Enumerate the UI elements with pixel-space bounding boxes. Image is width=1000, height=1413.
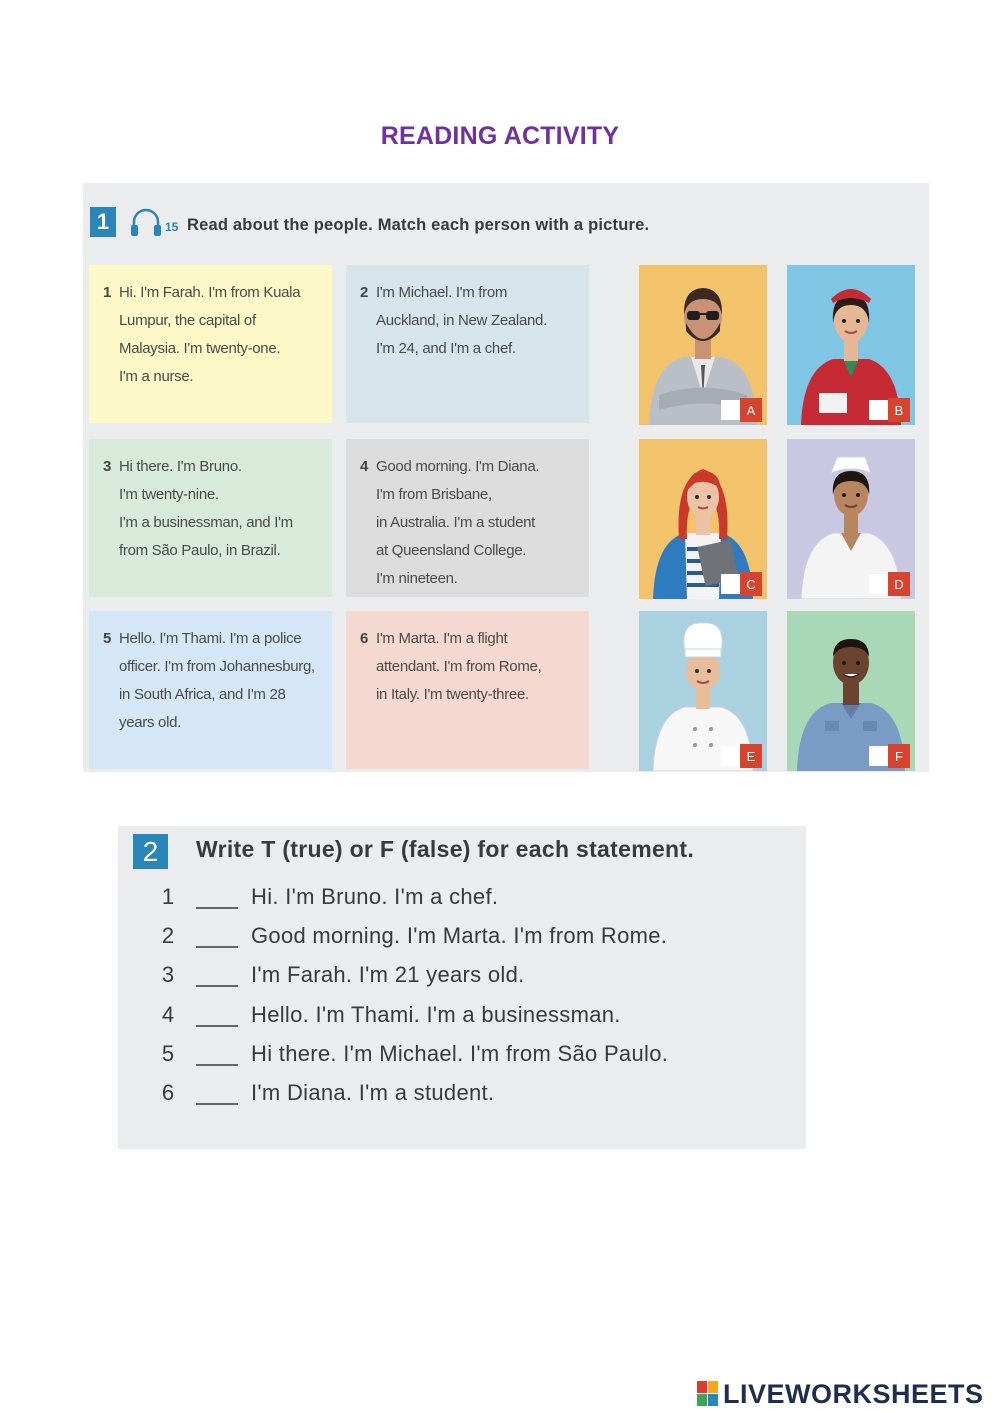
picture-letter: A xyxy=(740,398,762,422)
answer-box[interactable] xyxy=(721,574,741,594)
brand-name: LIVEWORKSHEETS xyxy=(723,1378,984,1409)
card-text: Hi. I'm Farah. I'm from Kuala Lumpur, the capital of Malaysia. I'm twenty-one. I'm a nurse. xyxy=(119,284,301,385)
person-card-4 xyxy=(346,439,589,597)
answer-blank[interactable] xyxy=(196,985,238,987)
picture-d xyxy=(787,439,915,599)
page-title: READING ACTIVITY xyxy=(380,122,620,150)
exercise-2-panel xyxy=(118,826,806,1149)
statement-number: 3 xyxy=(161,962,175,987)
card-text: Hi there. I'm Bruno. I'm twenty-nine. I'm a businessman, and I'm from São Paulo, in Brazil. xyxy=(119,458,293,559)
statement-text: Good morning. I'm Marta. I'm from Rome. xyxy=(251,923,668,948)
statement-text: Hi. I'm Bruno. I'm a chef. xyxy=(251,884,499,909)
exercise-1-instruction: Read about the people. Match each person with a picture. xyxy=(187,216,650,234)
person-card-2 xyxy=(346,265,589,423)
statement-number: 5 xyxy=(161,1041,175,1066)
picture-e xyxy=(639,611,767,771)
card-number: 4 xyxy=(360,458,369,475)
answer-box[interactable] xyxy=(721,400,741,420)
picture-letter: E xyxy=(740,744,762,768)
card-text: I'm Marta. I'm a flight attendant. I'm from Rome, in Italy. I'm twenty-three. xyxy=(376,630,542,703)
statement-text: Hi there. I'm Michael. I'm from São Paulo. xyxy=(251,1041,669,1066)
picture-letter: F xyxy=(888,744,910,768)
answer-blank[interactable] xyxy=(196,1064,238,1066)
answer-blank[interactable] xyxy=(196,946,238,948)
picture-letter: C xyxy=(740,572,762,596)
statement-text: I'm Farah. I'm 21 years old. xyxy=(251,962,525,987)
card-number: 6 xyxy=(360,630,369,647)
answer-blank[interactable] xyxy=(196,1103,238,1105)
answer-box[interactable] xyxy=(869,574,889,594)
picture-a xyxy=(639,265,767,425)
statement-text: Hello. I'm Thami. I'm a businessman. xyxy=(251,1002,621,1027)
answer-blank[interactable] xyxy=(196,1025,238,1027)
person-card-3 xyxy=(89,439,332,597)
audio-track-number: 15 xyxy=(165,220,179,234)
answer-box[interactable] xyxy=(869,400,889,420)
answer-box[interactable] xyxy=(869,746,889,766)
card-text: I'm Michael. I'm from Auckland, in New Zealand. I'm 24, and I'm a chef. xyxy=(376,284,547,357)
answer-box[interactable] xyxy=(721,746,741,766)
person-card-1 xyxy=(89,265,332,423)
picture-f xyxy=(787,611,915,771)
card-text: Good morning. I'm Diana. I'm from Brisbane, in Australia. I'm a student at Queensland College. I'm nineteen. xyxy=(376,458,540,587)
card-text: Hello. I'm Thami. I'm a police officer. I'm from Johannesburg, in South Africa, and I'm 28 years old. xyxy=(119,630,315,731)
person-card-6 xyxy=(346,611,589,769)
card-number: 2 xyxy=(360,284,369,301)
card-number: 3 xyxy=(103,458,112,475)
statement-number: 2 xyxy=(161,923,175,948)
liveworksheets-logo-icon xyxy=(697,1381,719,1407)
picture-letter: D xyxy=(888,572,910,596)
exercise-1-panel xyxy=(83,183,929,772)
statement-number: 6 xyxy=(161,1080,175,1105)
picture-c xyxy=(639,439,767,599)
statement-number: 1 xyxy=(161,884,175,909)
liveworksheets-logo xyxy=(697,1378,984,1410)
answer-blank[interactable] xyxy=(196,907,238,909)
picture-b xyxy=(787,265,915,425)
card-number: 5 xyxy=(103,630,112,647)
exercise-2-instruction: Write T (true) or F (false) for each statement. xyxy=(196,836,695,862)
headphones-icon xyxy=(129,206,163,238)
exercise-1-number: 1 xyxy=(90,207,116,237)
statement-text: I'm Diana. I'm a student. xyxy=(251,1080,495,1105)
person-card-5 xyxy=(89,611,332,769)
picture-letter: B xyxy=(888,398,910,422)
statement-number: 4 xyxy=(161,1002,175,1027)
exercise-2-number: 2 xyxy=(133,834,168,869)
card-number: 1 xyxy=(103,284,112,301)
